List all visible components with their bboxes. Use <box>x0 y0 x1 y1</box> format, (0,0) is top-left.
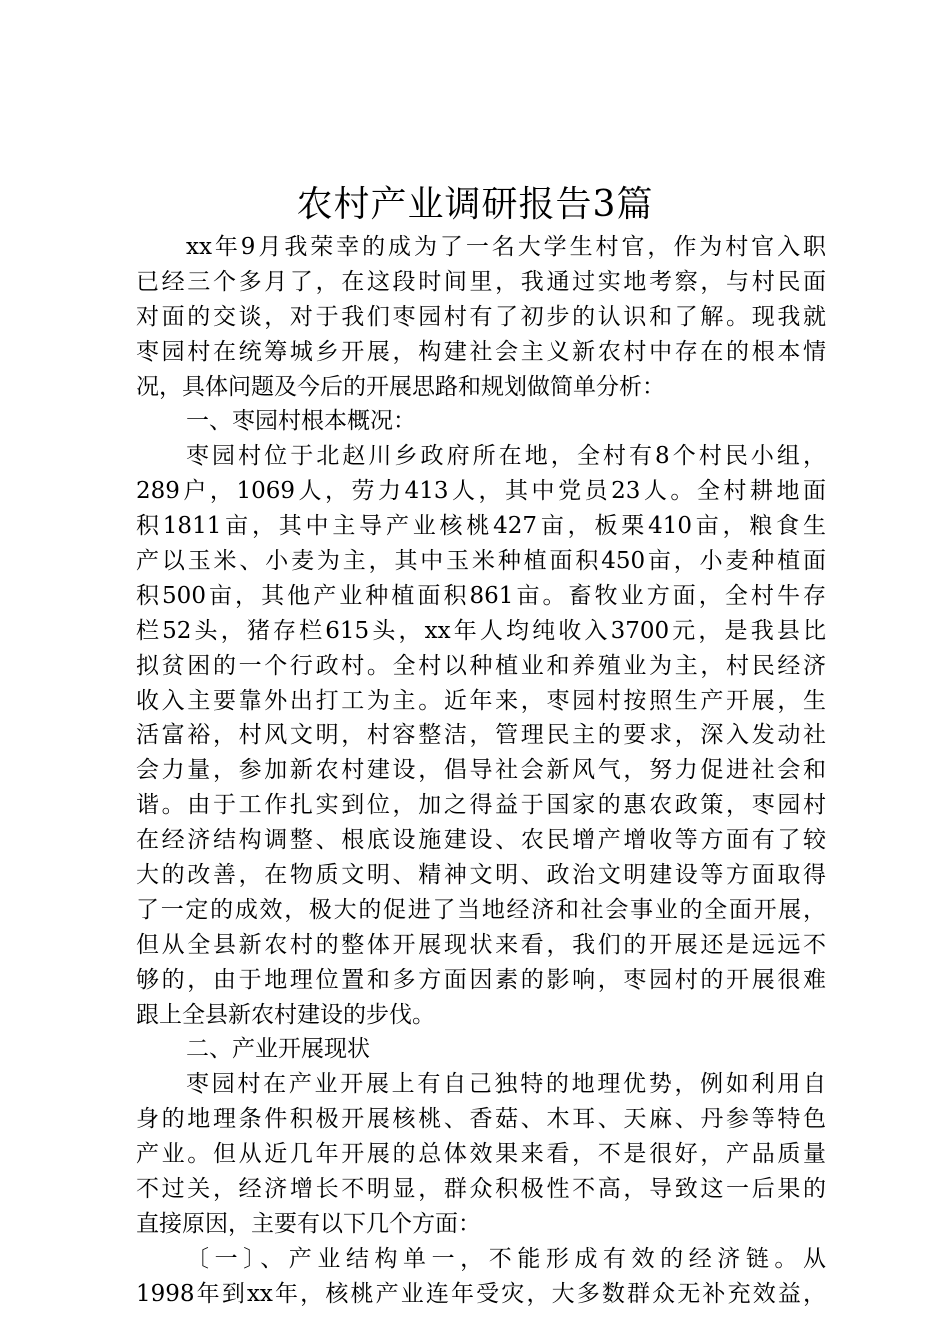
text-line: 1998年到xx年，核桃产业连年受灾，大多数群众无补充效益， <box>136 1280 826 1307</box>
text-line: 了一定的成效，极大的促进了当地经济和社会事业的全面开展， <box>136 896 826 923</box>
text-line: 在经济结构调整、根底设施建设、农民增产增收等方面有了较 <box>136 827 826 854</box>
text-line: 身的地理条件积极开展核桃、香菇、木耳、天麻、丹参等特色 <box>136 1106 826 1133</box>
text-line: 289户，1069人，劳力413人，其中党员23人。全村耕地面 <box>136 478 826 505</box>
text-line: 对面的交谈，对于我们枣园村有了初步的认识和了解。现我就 <box>136 303 826 330</box>
text-line: 枣园村在统筹城乡开展，构建社会主义新农村中存在的根本情 <box>136 338 826 365</box>
document-body <box>136 230 826 1312</box>
text-line: 一、枣园村根本概况： <box>186 408 416 435</box>
text-line: xx年9月我荣幸的成为了一名大学生村官，作为村官入职 <box>186 234 826 260</box>
text-line: 谐。由于工作扎实到位，加之得益于国家的惠农政策，枣园村 <box>136 792 826 819</box>
text-line: 枣园村在产业开展上有自己独特的地理优势，例如利用自 <box>186 1071 826 1098</box>
text-line: 大的改善，在物质文明、精神文明、政治文明建设等方面取得 <box>136 862 826 889</box>
text-line: 跟上全县新农村建设的步伐。 <box>136 1001 435 1028</box>
text-line: 产以玉米、小麦为主，其中玉米种植面积450亩，小麦种植面 <box>136 548 826 575</box>
text-line: 够的，由于地理位置和多方面因素的影响，枣园村的开展很难 <box>136 966 826 993</box>
text-line: 已经三个多月了，在这段时间里，我通过实地考察，与村民面 <box>136 268 826 295</box>
text-line: 但从全县新农村的整体开展现状来看，我们的开展还是远远不 <box>136 931 826 958</box>
text-line: 〔一〕、产业结构单一，不能形成有效的经济链。从 <box>186 1245 826 1272</box>
text-line: 栏52头，猪存栏615头，xx年人均纯收入3700元，是我县比 <box>136 617 826 644</box>
text-line: 会力量，参加新农村建设，倡导社会新风气，努力促进社会和 <box>136 757 826 784</box>
text-line: 况，具体问题及今后的开展思路和规划做简单分析： <box>136 373 665 400</box>
text-line: 产业。但从近几年开展的总体效果来看，不是很好，产品质量 <box>136 1141 826 1168</box>
text-line: 二、产业开展现状 <box>186 1036 370 1063</box>
text-line: 不过关，经济增长不明显，群众积极性不高，导致这一后果的 <box>136 1176 826 1203</box>
text-line: 拟贫困的一个行政村。全村以种植业和养殖业为主，村民经济 <box>136 652 826 679</box>
document-title: 农村产业调研报告3篇 <box>296 184 654 225</box>
text-line: 活富裕，村风文明，村容整洁，管理民主的要求，深入发动社 <box>136 722 826 749</box>
text-line: 直接原因，主要有以下几个方面： <box>136 1210 481 1237</box>
text-line: 收入主要靠外出打工为主。近年来，枣园村按照生产开展，生 <box>136 687 826 714</box>
text-line: 积1811亩，其中主导产业核桃427亩，板栗410亩，粮食生 <box>136 513 826 540</box>
text-line: 枣园村位于北赵川乡政府所在地，全村有8个村民小组， <box>186 443 826 470</box>
text-line: 积500亩，其他产业种植面积861亩。畜牧业方面，全村牛存 <box>136 582 826 609</box>
